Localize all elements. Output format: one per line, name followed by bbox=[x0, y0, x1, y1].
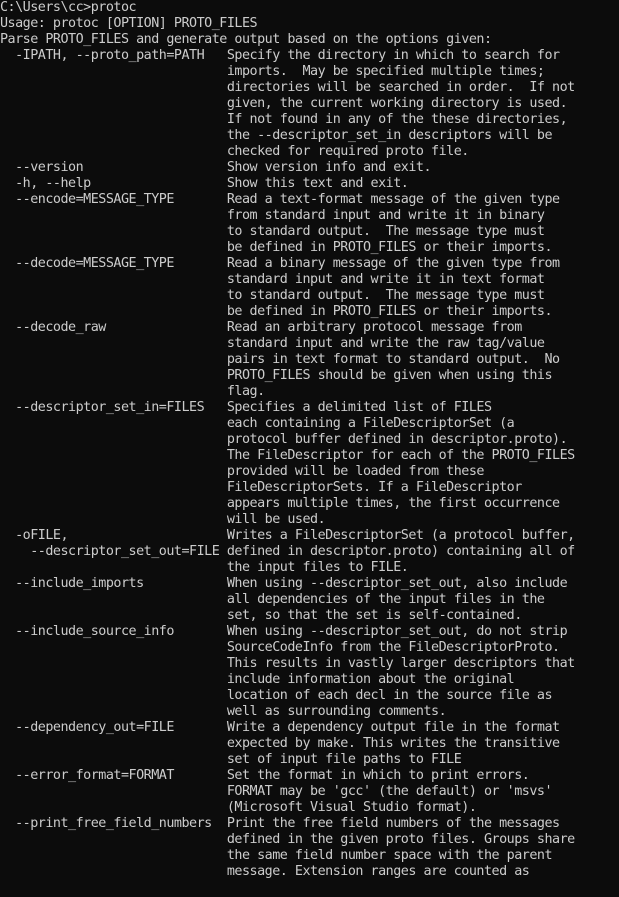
console-output-line: --decode=MESSAGE_TYPE Read a binary message of the given type from bbox=[0, 256, 560, 271]
console-output-line: SourceCodeInfo from the FileDescriptorProto. bbox=[0, 640, 560, 655]
console-output-line: --encode=MESSAGE_TYPE Read a text-format message of the given type bbox=[0, 192, 560, 207]
console-output-line: This results in vastly larger descriptors that bbox=[0, 656, 575, 671]
console-output-line: well as surrounding comments. bbox=[0, 704, 447, 719]
console-output-line: to standard output. The message type must bbox=[0, 288, 545, 303]
console-output-line: --include_imports When using --descriptor_set_out, also include bbox=[0, 576, 568, 591]
console-output-line: appears multiple times, the first occurrence bbox=[0, 496, 560, 511]
console-output-line: to standard output. The message type must bbox=[0, 224, 545, 239]
console-output-line: --version Show version info and exit. bbox=[0, 160, 432, 175]
console-output-line: given, the current working directory is used. bbox=[0, 96, 568, 111]
console-output-line: all dependencies of the input files in the bbox=[0, 592, 545, 607]
console-output-line: FORMAT may be 'gcc' (the default) or 'msvs' bbox=[0, 784, 553, 799]
console-output-line: --print_free_field_numbers Print the free field numbers of the messages bbox=[0, 816, 560, 831]
console-output-line: set of input file paths to FILE bbox=[0, 752, 462, 767]
console-output-line: set, so that the set is self-contained. bbox=[0, 608, 522, 623]
command-prompt-line: C:\Users\cc>protoc bbox=[0, 0, 137, 15]
console-output-line: message. Extension ranges are counted as bbox=[0, 864, 530, 879]
console-output-line: flag. bbox=[0, 384, 265, 399]
console-output-line: location of each decl in the source file as bbox=[0, 688, 553, 703]
console-output-line: standard input and write it in text format bbox=[0, 272, 545, 287]
console-output-line: --error_format=FORMAT Set the format in which to print errors. bbox=[0, 768, 530, 783]
console-output-line: Parse PROTO_FILES and generate output based on the options given: bbox=[0, 32, 492, 47]
console-output-line: expected by make. This writes the transitive bbox=[0, 736, 560, 751]
console-output-line: provided will be loaded from these bbox=[0, 464, 484, 479]
console-output-line: directories will be searched in order. If not bbox=[0, 80, 575, 95]
console-output-line: Usage: protoc [OPTION] PROTO_FILES bbox=[0, 16, 258, 31]
console-output-line: --descriptor_set_in=FILES Specifies a delimited list of FILES bbox=[0, 400, 492, 415]
console-output-line: --decode_raw Read an arbitrary protocol message from bbox=[0, 320, 522, 335]
console-output-line: FileDescriptorSets. If a FileDescriptor bbox=[0, 480, 522, 495]
console-output-line: include information about the original bbox=[0, 672, 515, 687]
console-output-line: be defined in PROTO_FILES or their imports. bbox=[0, 240, 553, 255]
console-output-line: from standard input and write it in binary bbox=[0, 208, 545, 223]
console-output-line: standard input and write the raw tag/value bbox=[0, 336, 545, 351]
console-output-line: the input files to FILE. bbox=[0, 560, 409, 575]
console-output-line: will be used. bbox=[0, 512, 326, 527]
console-output-line: protocol buffer defined in descriptor.proto). bbox=[0, 432, 568, 447]
console-output-line: defined in the given proto files. Groups share bbox=[0, 832, 575, 847]
console-output-line: be defined in PROTO_FILES or their imports. bbox=[0, 304, 553, 319]
console-output-line: -oFILE, Writes a FileDescriptorSet (a protocol buffer, bbox=[0, 528, 575, 543]
console-output-line: the same field number space with the parent bbox=[0, 848, 553, 863]
console-output-line: imports. May be specified multiple times; bbox=[0, 64, 545, 79]
console-output-line: -h, --help Show this text and exit. bbox=[0, 176, 409, 191]
console-output-line: pairs in text format to standard output. No bbox=[0, 352, 560, 367]
console-output-line: --include_source_info When using --descriptor_set_out, do not strip bbox=[0, 624, 568, 639]
console-output-line: each containing a FileDescriptorSet (a bbox=[0, 416, 515, 431]
console-output-line: (Microsoft Visual Studio format). bbox=[0, 800, 477, 815]
console-output-line: --descriptor_set_out=FILE defined in descriptor.proto) containing all of bbox=[0, 544, 575, 559]
console-output bbox=[0, 16, 619, 880]
console-output-line: If not found in any of the these directories, bbox=[0, 112, 568, 127]
console-output-line: -IPATH, --proto_path=PATH Specify the directory in which to search for bbox=[0, 48, 560, 63]
console-output-line: the --descriptor_set_in descriptors will be bbox=[0, 128, 553, 143]
console-output-line: checked for required proto file. bbox=[0, 144, 469, 159]
console-output-line: The FileDescriptor for each of the PROTO_FILES bbox=[0, 448, 575, 463]
console-output-line: --dependency_out=FILE Write a dependency output file in the format bbox=[0, 720, 560, 735]
console-output-line: PROTO_FILES should be given when using this bbox=[0, 368, 553, 383]
